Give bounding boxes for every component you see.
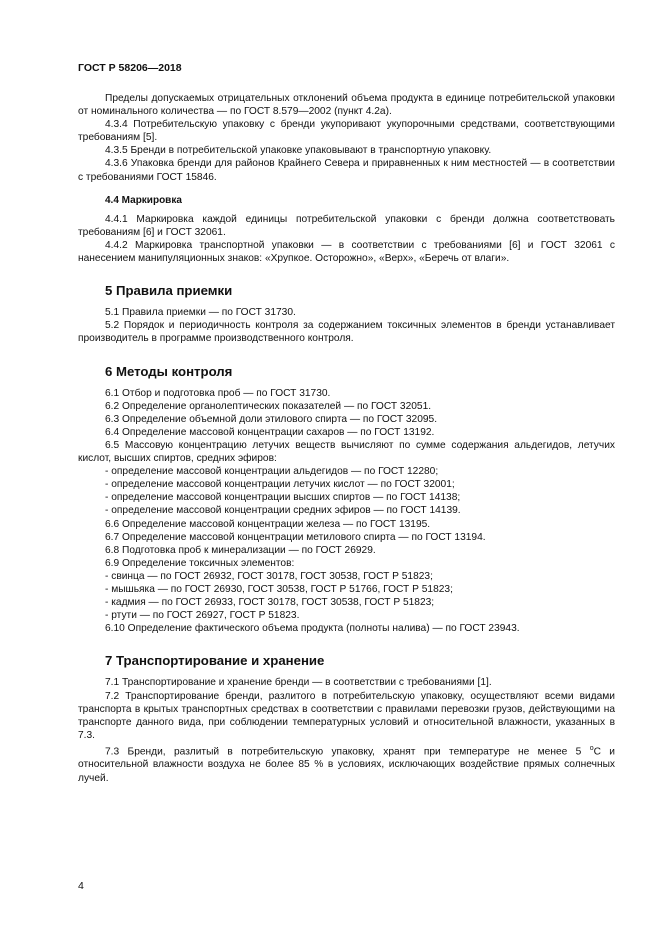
list-item: - свинца — по ГОСТ 26932, ГОСТ 30178, ГОСТ 30538, ГОСТ Р 51823; xyxy=(105,570,433,582)
section-title-7: 7 Транспортирование и хранение xyxy=(105,653,325,669)
paragraph-6-6: 6.6 Определение массовой концентрации железа — по ГОСТ 13195. xyxy=(105,518,431,530)
paragraph-6-10: 6.10 Определение фактического объема продукта (полноты налива) — по ГОСТ 23943. xyxy=(105,623,520,635)
paragraph-6-8: 6.8 Подготовка проб к минерализации — по ГОСТ 26929. xyxy=(105,544,376,556)
paragraph-7-3-part-b: С и относительной влажности воздуха не более 85 % в условиях, исключающих воздействие прямых солнечных лучей. xyxy=(78,746,616,784)
document-body xyxy=(78,92,615,785)
section-title-5: 5 Правила приемки xyxy=(105,283,233,299)
section-title-6: 6 Методы контроля xyxy=(105,363,233,379)
list-item: - определение массовой концентрации альдегидов — по ГОСТ 12280; xyxy=(105,466,439,478)
paragraph-7-3-part-a: 7.3 Бренди, разлитый в потребительскую упаковку, хранят при температуре не менее 5 xyxy=(105,746,590,758)
paragraph-6-4: 6.4 Определение массовой концентрации сахаров — по ГОСТ 13192. xyxy=(105,426,435,438)
paragraph-4-4-1: 4.4.1 Маркировка каждой единицы потребительской упаковки с бренди должна соответствовать требованиям [6] и ГОСТ 32061. xyxy=(78,213,615,238)
paragraph-6-3: 6.3 Определение объемной доли этилового спирта — по ГОСТ 32095. xyxy=(105,413,438,425)
paragraph-7-3 xyxy=(78,742,615,785)
list-item: - определение массовой концентрации средних эфиров — по ГОСТ 14139. xyxy=(105,505,461,517)
paragraph-6-9: 6.9 Определение токсичных элементов: xyxy=(105,557,295,569)
paragraph-7-1: 7.1 Транспортирование и хранение бренди — в соответствии с требованиями [1]. xyxy=(105,677,492,689)
subsection-title-4-4: 4.4 Маркировка xyxy=(105,194,182,206)
paragraph-5-2: 5.2 Порядок и периодичность контроля за содержанием токсичных элементов в бренди устанавливает производитель в программе производственного контроля. xyxy=(78,320,615,345)
list-item: - ртути — по ГОСТ 26927, ГОСТ Р 51823. xyxy=(105,610,300,622)
paragraph-5-1: 5.1 Правила приемки — по ГОСТ 31730. xyxy=(105,307,296,319)
paragraph-deviation-limits: Пределы допускаемых отрицательных отклонений объема продукта в единице потребительской упаковки от номинального количества — по ГОСТ 8.579—2002 (пункт 4.2а). xyxy=(78,93,615,118)
degree-sign: о xyxy=(589,744,594,752)
paragraph-7-2: 7.2 Транспортирование бренди, разлитого в потребительскую упаковку, осуществляют всеми видами транспорта в крытых транспортных средствах в соответствии с правилами перевозки грузов, действующими на транспорте данного вида, при соблюдении температурных условий и относительной влажности, указанных в 7.3. xyxy=(78,690,615,741)
paragraph-4-3-5: 4.3.5 Бренди в потребительской упаковке упаковывают в транспортную упаковку. xyxy=(105,145,492,157)
page-number: 4 xyxy=(78,880,84,892)
paragraph-4-3-6: 4.3.6 Упаковка бренди для районов Крайнего Севера и приравненных к ним местностей — в соответствии с требованиями ГОСТ 15846. xyxy=(78,158,615,183)
paragraph-4-3-4: 4.3.4 Потребительскую упаковку с бренди укупоривают укупорочными средствами, соответствующими требованиям [5]. xyxy=(78,119,615,144)
list-item: - определение массовой концентрации летучих кислот — по ГОСТ 32001; xyxy=(105,479,455,491)
paragraph-6-7: 6.7 Определение массовой концентрации метилового спирта — по ГОСТ 13194. xyxy=(105,531,486,543)
list-item: - кадмия — по ГОСТ 26933, ГОСТ 30178, ГОСТ 30538, ГОСТ Р 51823; xyxy=(105,597,435,609)
document-header: ГОСТ Р 58206—2018 xyxy=(78,62,182,74)
paragraph-6-2: 6.2 Определение органолептических показателей — по ГОСТ 32051. xyxy=(105,400,432,412)
list-item: - мышьяка — по ГОСТ 26930, ГОСТ 30538, ГОСТ Р 51766, ГОСТ Р 51823; xyxy=(105,584,453,595)
paragraph-6-1: 6.1 Отбор и подготовка проб — по ГОСТ 31730. xyxy=(105,387,331,399)
list-item: - определение массовой концентрации высших спиртов — по ГОСТ 14138; xyxy=(105,492,461,504)
paragraph-6-5: 6.5 Массовую концентрацию летучих веществ вычисляют по сумме содержания альдегидов, летучих кислот, высших спиртов, средних эфиров: xyxy=(78,439,615,465)
paragraph-4-4-2: 4.4.2 Маркировка транспортной упаковки — в соответствии с требованиями [6] и ГОСТ 32061 с нанесением манипуляционных знаков: «Хрупкое. Осторожно», «Верх», «Беречь от влаги». xyxy=(78,239,615,265)
